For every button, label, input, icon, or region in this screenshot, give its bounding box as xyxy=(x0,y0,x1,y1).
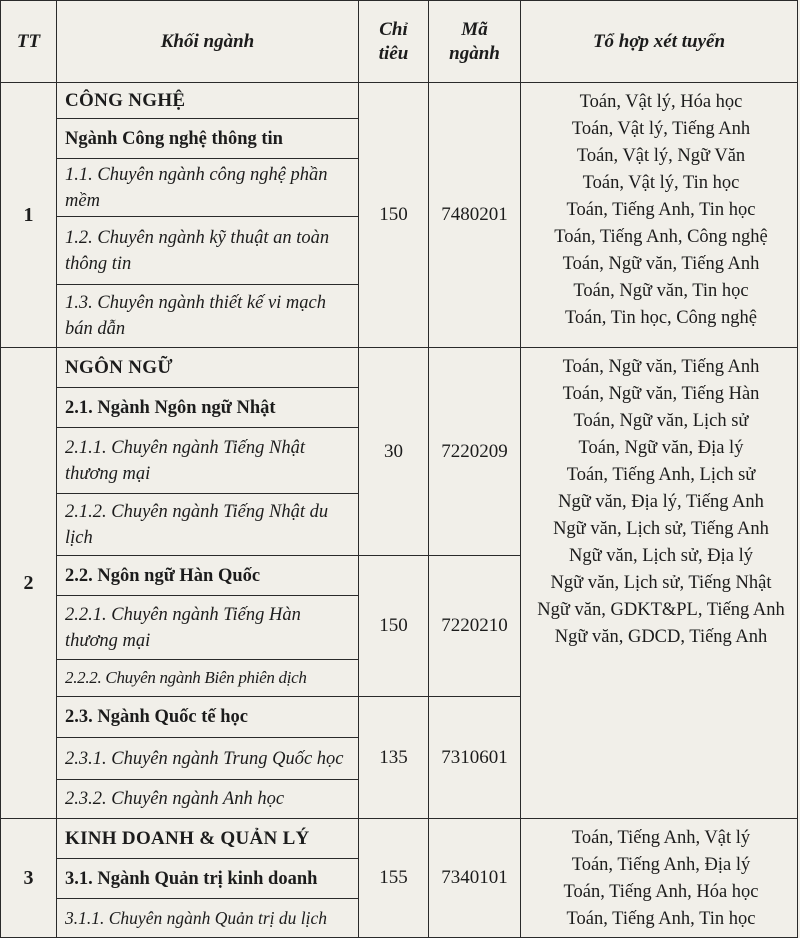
header-tt: TT xyxy=(1,1,57,83)
group-3-ma-nganh: 7340101 xyxy=(429,819,521,938)
header-to-hop: Tổ hợp xét tuyển xyxy=(521,1,798,83)
group-2-a-majors xyxy=(57,348,359,556)
group-1-row-3: 1.2. Chuyên ngành kỹ thuật an toàn thông tin xyxy=(57,217,358,285)
group-1-tt: 1 xyxy=(1,83,57,348)
group-1-combo-8: Toán, Tin học, Công nghệ xyxy=(565,308,757,328)
group-1-row-2: 1.1. Chuyên ngành công nghệ phần mềm xyxy=(57,159,358,217)
group-3-combo-2: Toán, Tiếng Anh, Hóa học xyxy=(563,882,759,902)
group-3-majors xyxy=(57,819,359,938)
group-3-chi-tieu: 155 xyxy=(359,819,429,938)
table-row-group-3 xyxy=(1,819,798,938)
group-2-a-row-0: NGÔN NGỮ xyxy=(57,348,358,388)
header-chi-tieu xyxy=(359,1,429,83)
group-2-b-chi-tieu: 150 xyxy=(359,556,429,697)
group-2-to-hop xyxy=(521,348,798,819)
group-2-c-row-2: 2.3.2. Chuyên ngành Anh học xyxy=(65,789,285,809)
group-1-to-hop xyxy=(521,83,798,348)
group-2-combo-10: Ngữ văn, GDCD, Tiếng Anh xyxy=(554,627,768,647)
group-3-row-0: KINH DOANH & QUẢN LÝ xyxy=(57,819,358,859)
group-2-combo-5: Ngữ văn, Địa lý, Tiếng Anh xyxy=(558,492,764,512)
group-2-c-majors xyxy=(57,697,359,819)
group-3-row-2: 3.1.1. Chuyên ngành Quản trị du lịch xyxy=(65,908,327,928)
header-khoi-nganh: Khối ngành xyxy=(57,1,359,83)
group-1-row-0: CÔNG NGHỆ xyxy=(57,83,358,119)
group-1-combo-3: Toán, Vật lý, Tin học xyxy=(582,173,740,193)
group-2-combo-6: Ngữ văn, Lịch sử, Tiếng Anh xyxy=(553,519,769,539)
group-1-ma-nganh: 7480201 xyxy=(429,83,521,348)
group-2-combo-8: Ngữ văn, Lịch sử, Tiếng Nhật xyxy=(550,573,772,593)
group-2-combo-3: Toán, Ngữ văn, Địa lý xyxy=(578,438,744,458)
group-2-a-row-1: 2.1. Ngành Ngôn ngữ Nhật xyxy=(57,388,358,428)
group-2-a-ma-nganh: 7220209 xyxy=(429,348,521,556)
group-1-combo-0: Toán, Vật lý, Hóa học xyxy=(579,92,743,112)
group-2-c-chi-tieu: 135 xyxy=(359,697,429,819)
group-1-chi-tieu: 150 xyxy=(359,83,429,348)
group-1-row-4: 1.3. Chuyên ngành thiết kế vi mạch bán dẫn xyxy=(65,293,326,339)
header-ma-nganh xyxy=(429,1,521,83)
group-2-combo-2: Toán, Ngữ văn, Lịch sử xyxy=(573,411,749,431)
group-3-row-1: 3.1. Ngành Quản trị kinh doanh xyxy=(57,859,358,899)
group-2-combo-4: Toán, Tiếng Anh, Lịch sử xyxy=(566,465,756,485)
header-ma-nganh-line2: ngành xyxy=(449,42,500,64)
group-2-a-chi-tieu: 30 xyxy=(359,348,429,556)
header-ma-nganh-line1: Mã xyxy=(461,18,488,40)
group-1-combo-1: Toán, Vật lý, Tiếng Anh xyxy=(571,119,751,139)
group-2-combo-0: Toán, Ngữ văn, Tiếng Anh xyxy=(562,357,760,377)
group-2-a-row-3: 2.1.2. Chuyên ngành Tiếng Nhật du lịch xyxy=(65,501,329,548)
group-2-b-ma-nganh: 7220210 xyxy=(429,556,521,697)
group-2-c-row-1: 2.3.1. Chuyên ngành Trung Quốc học xyxy=(57,738,358,780)
group-3-to-hop xyxy=(521,819,798,938)
group-1-combo-7: Toán, Ngữ văn, Tin học xyxy=(573,281,749,301)
group-1-combo-2: Toán, Vật lý, Ngữ Văn xyxy=(576,146,746,166)
group-2-c-row-0: 2.3. Ngành Quốc tế học xyxy=(57,697,358,738)
group-3-combo-1: Toán, Tiếng Anh, Địa lý xyxy=(571,855,751,875)
group-3-tt: 3 xyxy=(1,819,57,938)
group-1-combo-4: Toán, Tiếng Anh, Tin học xyxy=(566,200,756,220)
group-2-b-row-0: 2.2. Ngôn ngữ Hàn Quốc xyxy=(57,556,358,596)
group-1-row-1: Ngành Công nghệ thông tin xyxy=(57,119,358,159)
group-1-majors xyxy=(57,83,359,348)
group-2-a-row-2: 2.1.1. Chuyên ngành Tiếng Nhật thương mại xyxy=(57,428,358,494)
group-2-b-majors xyxy=(57,556,359,697)
group-2-b-row-2: 2.2.2. Chuyên ngành Biên phiên dịch xyxy=(65,668,307,687)
group-2-c-ma-nganh: 7310601 xyxy=(429,697,521,819)
group-2-tt: 2 xyxy=(1,348,57,819)
group-3-combo-0: Toán, Tiếng Anh, Vật lý xyxy=(571,828,751,848)
group-2-combo-7: Ngữ văn, Lịch sử, Địa lý xyxy=(569,546,753,566)
group-1-combo-5: Toán, Tiếng Anh, Công nghệ xyxy=(554,227,768,247)
group-2-b-row-1: 2.2.1. Chuyên ngành Tiếng Hàn thương mại xyxy=(57,596,358,660)
table-row-group-1 xyxy=(1,83,798,348)
group-2-combo-9: Ngữ văn, GDKT&PL, Tiếng Anh xyxy=(537,600,785,620)
table-header-row xyxy=(1,1,798,83)
group-1-combo-6: Toán, Ngữ văn, Tiếng Anh xyxy=(562,254,760,274)
group-3-combo-3: Toán, Tiếng Anh, Tin học xyxy=(566,909,756,929)
header-chi-tieu-line2: tiêu xyxy=(378,42,409,64)
table-row-group-2-a xyxy=(1,348,798,556)
header-chi-tieu-line1: Chỉ xyxy=(379,18,408,40)
group-2-combo-1: Toán, Ngữ văn, Tiếng Hàn xyxy=(562,384,760,404)
